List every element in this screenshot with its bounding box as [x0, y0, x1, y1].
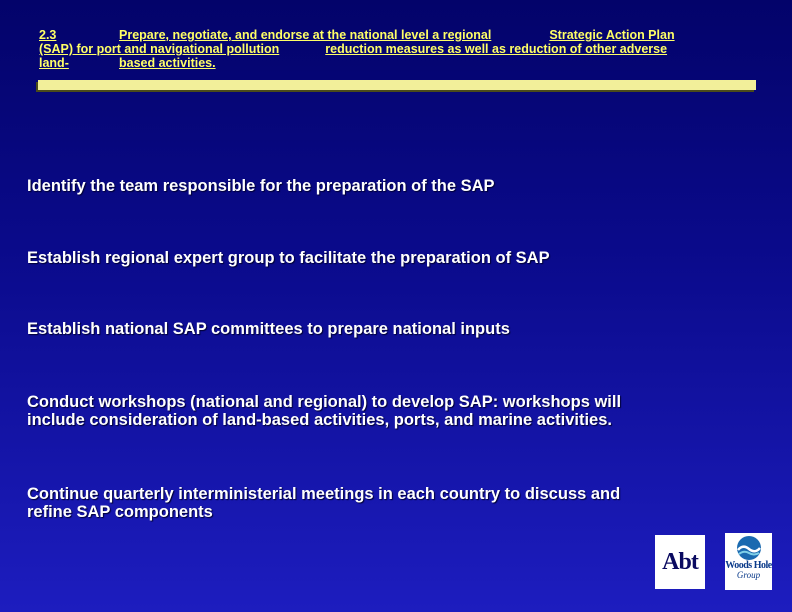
bullet-item — [27, 393, 757, 429]
bullet-line: refine SAP components — [27, 503, 213, 521]
bullet-line: Conduct workshops (national and regional) to develop SAP: workshops will — [27, 393, 622, 411]
bullet-item — [27, 177, 757, 195]
heading-text: based activities. — [119, 56, 216, 70]
abt-logo-text: Abt — [662, 548, 698, 575]
bullet-line: Establish regional expert group to facilitate the preparation of SAP — [27, 249, 550, 267]
whg-logo-sub: Group — [736, 570, 761, 580]
heading-number: 2.3 — [39, 28, 57, 42]
whg-logo-name: Woods Hole — [725, 560, 772, 571]
bullet-line: Identify the team responsible for the preparation of the SAP — [27, 177, 495, 195]
heading-divider — [38, 80, 756, 90]
heading-text: Prepare, negotiate, and endorse at the national level a regional — [119, 28, 492, 42]
bullet-line: Establish national SAP committees to prepare national inputs — [27, 320, 510, 338]
abt-logo — [655, 535, 705, 589]
bullet-line: include consideration of land-based activities, ports, and marine activities. — [27, 411, 612, 429]
wave-icon — [734, 535, 764, 561]
heading-line-1 — [39, 28, 744, 42]
woods-hole-group-logo — [725, 533, 772, 590]
heading-line-3 — [39, 56, 744, 70]
heading-text: (SAP) for port and navigational pollution — [39, 42, 280, 56]
bullet-item — [27, 320, 757, 338]
bullet-item — [27, 485, 757, 521]
heading-line-2 — [39, 42, 744, 56]
slide-heading — [39, 28, 744, 70]
heading-text: land- — [39, 56, 69, 70]
bullet-item — [27, 249, 757, 267]
heading-text: Strategic Action Plan — [549, 28, 675, 42]
bullet-line: Continue quarterly interministerial meetings in each country to discuss and — [27, 485, 621, 503]
heading-text: reduction measures as well as reduction of other adverse — [325, 42, 668, 56]
